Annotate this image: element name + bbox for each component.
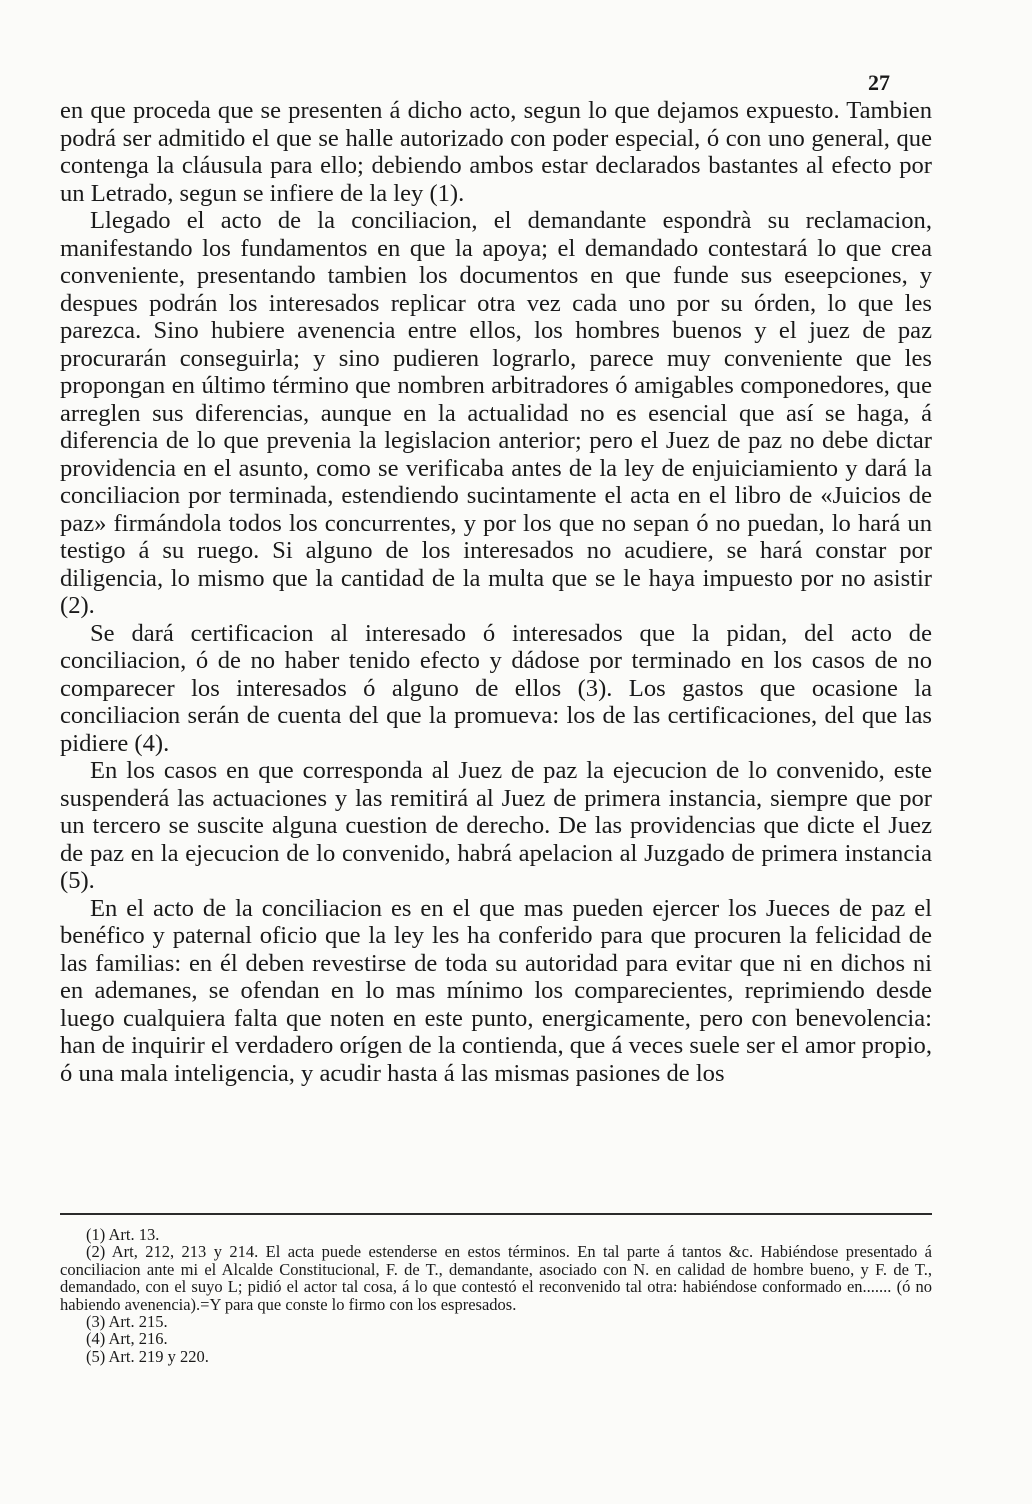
paragraph: en que proceda que se presenten á dicho acto, segun lo que dejamos expuesto. Tambien podrá ser admitido el que se halle autorizado con poder especial, ó con uno general, que contenga la cláusula para ello; debiendo ambos estar declarados bastantes al efecto por un Letrado, segun se infiere de la ley (1).	[60, 97, 932, 207]
footnote: (5) Art. 219 y 220.	[86, 1346, 209, 1366]
footnote: (2) Art, 212, 213 y 214. El acta puede estenderse en estos términos. En tal parte á tantos &c. Habiéndose presentado á conciliacion ante mi el Alcalde Constitucional, F. de T., demandante, asociado con N. en calidad de hombre bueno, y F. de T., demandado, con el suyo L; pidió el actor tal cosa, á lo que contestó el reconvenido tal otra: habiéndose conformado en....... (ó no habiendo avenencia).=Y para que conste lo firmo con los espresados.	[60, 1242, 932, 1314]
main-text	[60, 97, 932, 1087]
paragraph: En el acto de la conciliacion es en el que mas pueden ejercer los Jueces de paz el benéfico y paternal oficio que la ley les ha conferido para que procuren la felicidad de las familias: en él deben revestirse de toda su autoridad para evitar que ni en dichos ni en ademanes, se ofendan en lo mas mínimo los comparecientes, reprimiendo desde luego cualquiera falta que noten en este punto, energicamente, pero con benevolencia: han de inquirir el verdadero orígen de la contienda, que á veces suele ser el amor propio, ó una mala inteligencia, y acudir hasta á las mismas pasiones de los	[60, 894, 932, 1087]
paragraph: Se dará certificacion al interesado ó interesados que la pidan, del acto de conciliacion, ó de no haber tenido efecto y dádose por terminado en los casos de no comparecer los interesados ó alguno de ellos (3). Los gastos que ocasione la conciliacion serán de cuenta del que la promueva: los de las certificaciones, del que las pidiere (4).	[60, 619, 932, 757]
footnote-divider	[60, 1213, 932, 1215]
page-number: 27	[868, 70, 890, 95]
footnote: (4) Art, 216.	[86, 1329, 168, 1349]
footnotes	[60, 1226, 932, 1365]
footnote: (1) Art. 13.	[86, 1225, 160, 1244]
paragraph: Llegado el acto de la conciliacion, el demandante espondrà su reclamacion, manifestando los fundamentos en que la apoya; el demandado contestará lo que crea conveniente, presentando tambien los documentos en que funde sus eseepciones, y despues podrán los interesados replicar otra vez cada uno por su órden, lo que les parezca. Sino hubiere avenencia entre ellos, los hombres buenos y el juez de paz procurarán conseguirla; y sino pudieren lograrlo, parece muy conveniente que les propongan en último término que nombren arbitradores ó amigables componedores, que arreglen sus diferencias, aunque en la actualidad no es esencial que así se haga, á diferencia de lo que prevenia la legislacion anterior; pero el Juez de paz no debe dictar providencia en el asunto, como se verificaba antes de la ley de enjuiciamiento y dará la conciliacion por terminada, estendiendo sucintamente el acta en el libro de «Juicios de paz» firmándola todos los concurrentes, y por los que no sepan ó no puedan, lo hará un testigo á su ruego. Si alguno de los interesados no acudiere, se hará constar por diligencia, lo mismo que la cantidad de la multa que se le haya impuesto por no asistir (2).	[60, 207, 932, 619]
footnote: (3) Art. 215.	[86, 1312, 168, 1332]
paragraph: En los casos en que corresponda al Juez de paz la ejecucion de lo convenido, este suspenderá las actuaciones y las remitirá al Juez de primera instancia, siempre que por un tercero se suscite alguna cuestion de derecho. De las providencias que dicte el Juez de paz en la ejecucion de lo convenido, habrá apelacion al Juzgado de primera instancia (5).	[60, 757, 932, 894]
